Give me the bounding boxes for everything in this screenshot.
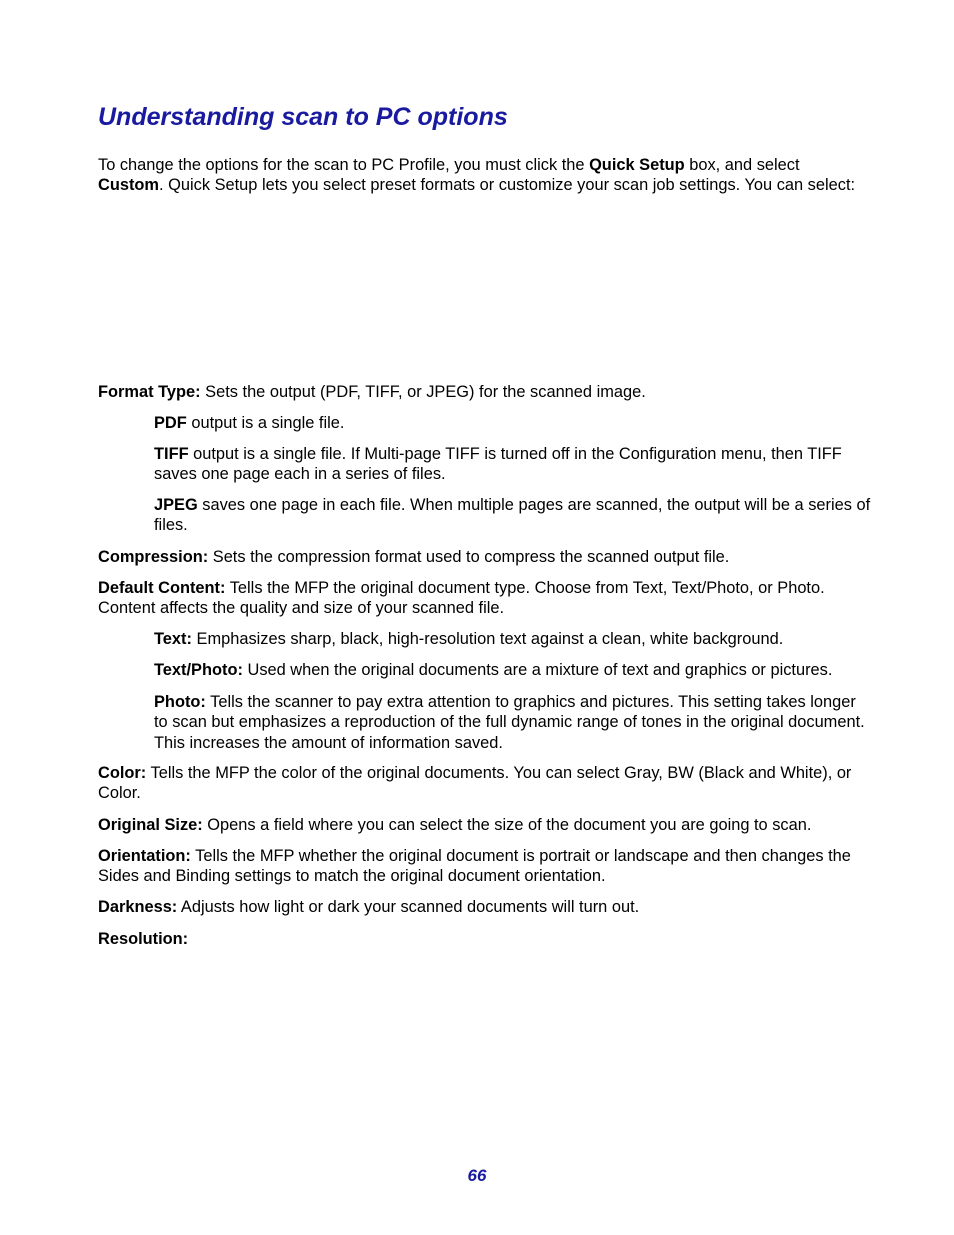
item-text: Opens a field where you can select the size of the document you are going to scan. [202, 816, 812, 834]
item-text-option [154, 629, 874, 649]
item-text: Sets the output (PDF, TIFF, or JPEG) for the scanned image. [200, 383, 646, 401]
item-label: Color: [98, 764, 147, 782]
item-label: Text: [154, 630, 192, 648]
item-text: Tells the MFP whether the original document is portrait or landscape and then changes the Sides and Binding settings to match the original document orientation. [98, 847, 851, 886]
item-text: Tells the MFP the color of the original documents. You can select Gray, BW (Black and White), or Color. [98, 764, 852, 803]
item-original-size [98, 815, 868, 835]
item-label: Darkness: [98, 898, 178, 916]
item-label: Text/Photo: [154, 661, 243, 679]
page-number: 66 [467, 1166, 487, 1185]
item-color [98, 763, 868, 804]
item-darkness [98, 897, 868, 917]
item-compression [98, 547, 868, 567]
item-format-type [98, 382, 868, 402]
item-label: TIFF [154, 445, 189, 463]
item-default-content [98, 578, 868, 619]
intro-paragraph [98, 155, 868, 196]
item-text: Tells the MFP the original document type. Choose from Text, Text/Photo, or Photo. Content affects the quality and size of your scanned file. [98, 579, 825, 618]
item-text: Emphasizes sharp, black, high-resolution text against a clean, white background. [191, 630, 784, 648]
item-tiff [154, 444, 874, 485]
item-orientation [98, 846, 868, 887]
item-label: Compression: [98, 548, 209, 566]
intro-text-3: . Quick Setup lets you select preset formats or customize your scan job settings. You can select: [159, 176, 856, 195]
item-label: PDF [154, 414, 187, 432]
item-label: Default Content: [98, 579, 226, 597]
item-text: output is a single file. If Multi-page TIFF is turned off in the Configuration menu, then TIFF saves one page each in a series of files. [154, 445, 842, 484]
item-label: Resolution: [98, 930, 189, 948]
item-text: saves one page in each file. When multiple pages are scanned, the output will be a series of files. [154, 496, 871, 535]
item-text: Used when the original documents are a mixture of text and graphics or pictures. [242, 661, 833, 679]
item-text: Tells the scanner to pay extra attention to graphics and pictures. This setting takes longer to scan but emphasizes a reproduction of the full dynamic range of tones in the original document. This increases the amount of information saved. [154, 693, 865, 752]
section-title: Understanding scan to PC options [98, 103, 508, 131]
item-text: Adjusts how light or dark your scanned documents will turn out. [177, 898, 640, 916]
item-resolution [98, 929, 868, 949]
quick-setup-term: Quick Setup [589, 156, 685, 174]
intro-text-2: box, and select [684, 156, 800, 174]
custom-term: Custom [98, 176, 160, 195]
item-label: Format Type: [98, 383, 201, 401]
intro-text-1: To change the options for the scan to PC Profile, you must click the [98, 156, 590, 174]
item-label: Orientation: [98, 847, 191, 865]
item-text: output is a single file. [186, 414, 345, 432]
item-pdf [154, 413, 874, 433]
item-text-photo-option [154, 660, 874, 680]
item-jpeg [154, 495, 874, 536]
item-label: Photo: [154, 693, 206, 711]
item-label: Original Size: [98, 816, 203, 834]
item-photo-option [154, 692, 874, 753]
item-text: Sets the compression format used to compress the scanned output file. [208, 548, 730, 566]
item-label: JPEG [154, 496, 198, 514]
